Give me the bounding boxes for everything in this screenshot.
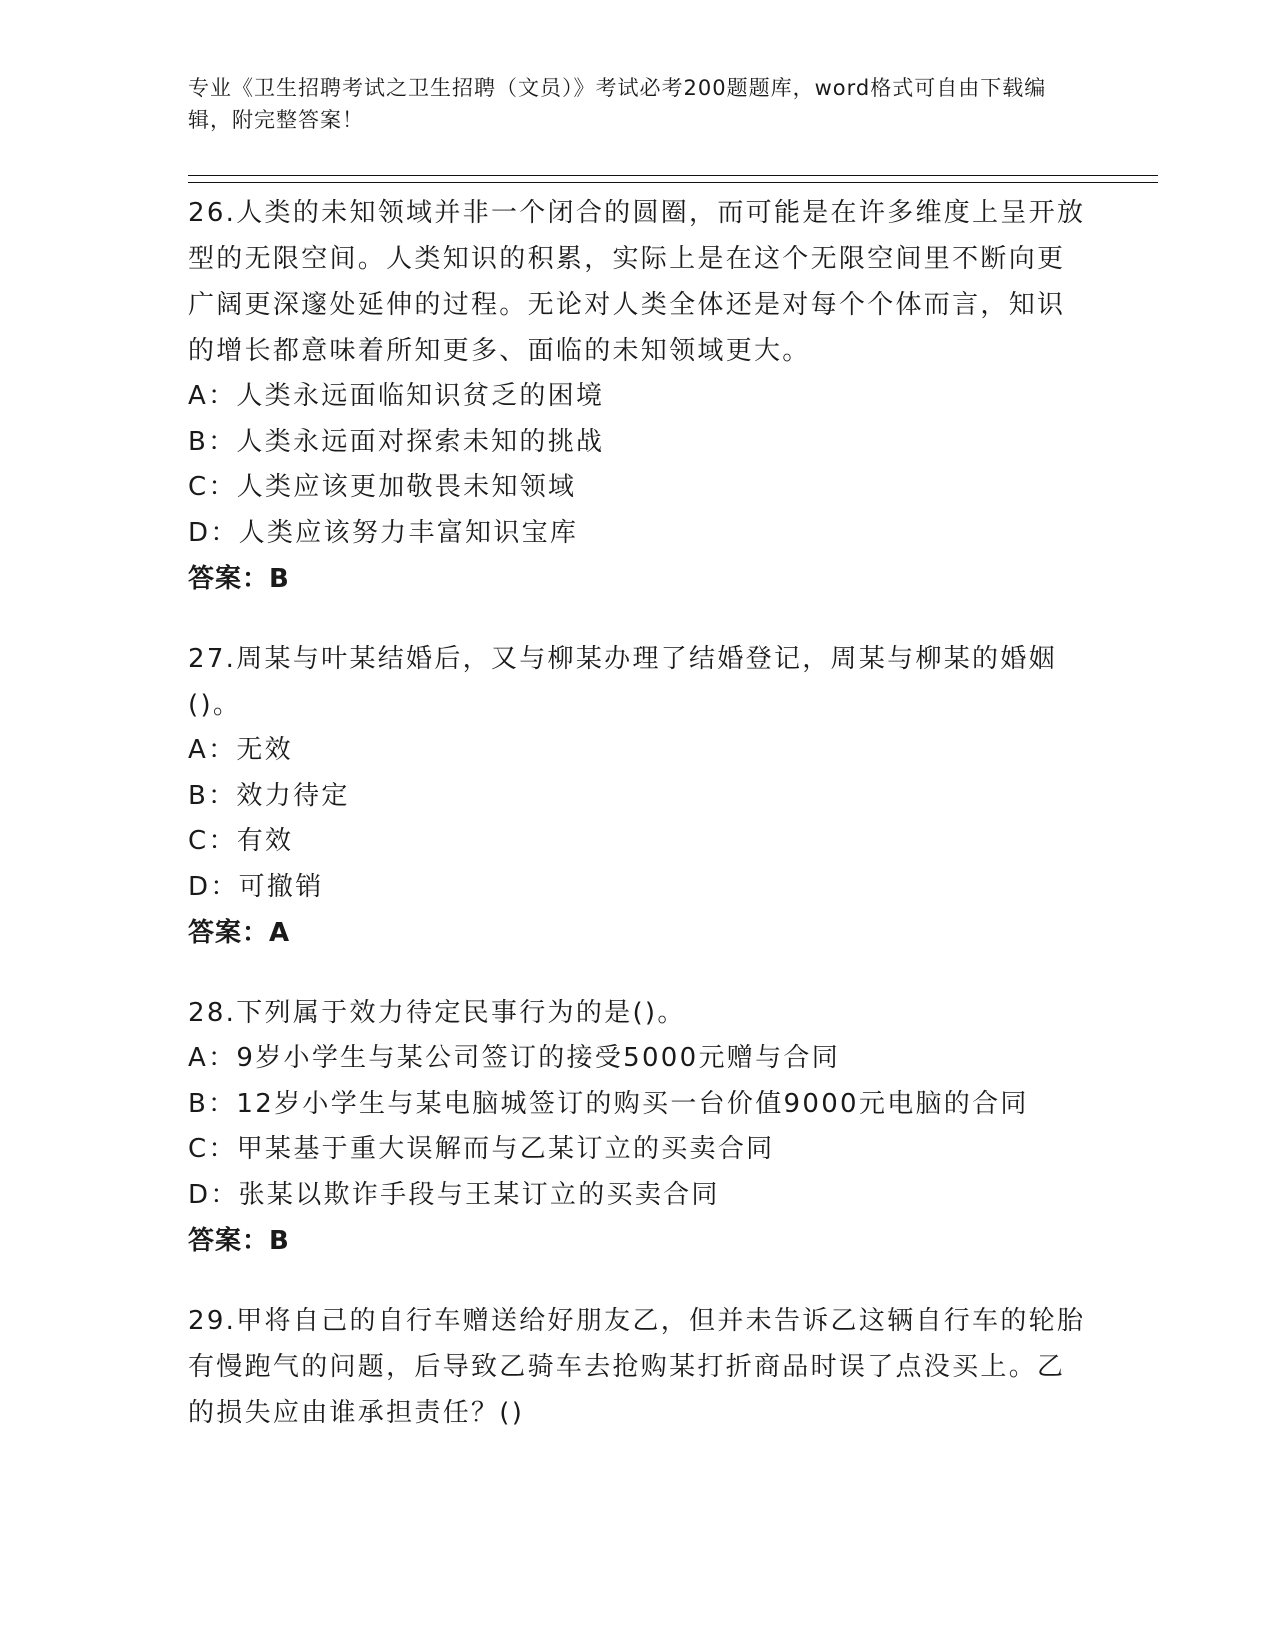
question-stem: 27.周某与叶某结婚后，又与柳某办理了结婚登记，周某与柳某的婚姻()。 (188, 644, 1057, 720)
question-28 (188, 990, 1088, 1264)
header-divider-bottom (188, 182, 1158, 183)
option-a: A：9岁小学生与某公司签订的接受5000元赠与合同 (188, 1043, 840, 1073)
option-b: B：效力待定 (188, 780, 350, 811)
option-d: D：张某以欺诈手段与王某订立的买卖合同 (188, 1179, 720, 1210)
question-stem: 26.人类的未知领域并非一个闭合的圆圈，而可能是在许多维度上呈开放型的无限空间。人类知识的积累，实际上是在这个无限空间里不断向更广阔更深邃处延伸的过程。无论对人类全体还是对每个个体而言，知识的增长都意味着所知更多、面临的未知领域更大。 (188, 198, 1086, 366)
question-stem: 28.下列属于效力待定民事行为的是()。 (188, 998, 686, 1028)
question-27 (188, 636, 1088, 956)
answer-line: 答案：A (188, 918, 291, 948)
question-29 (188, 1298, 1088, 1436)
option-b: B：12岁小学生与某电脑城签订的购买一台价值9000元电脑的合同 (188, 1088, 1029, 1119)
document-header: 专业《卫生招聘考试之卫生招聘（文员）》考试必考200题题库，word格式可自由下载编辑，附完整答案！ (188, 76, 1047, 132)
option-c: C：人类应该更加敬畏未知领域 (188, 472, 577, 502)
option-d: D：可撤销 (188, 871, 324, 902)
answer-line: 答案：B (188, 564, 290, 594)
option-a: A：无效 (188, 735, 293, 765)
question-stem: 29.甲将自己的自行车赠送给好朋友乙，但并未告诉乙这辆自行车的轮胎有慢跑气的问题，后导致乙骑车去抢购某打折商品时误了点没买上。乙的损失应由谁承担责任？() (188, 1306, 1086, 1428)
question-26 (188, 190, 1088, 602)
header-divider-top (188, 175, 1158, 176)
option-c: C：有效 (188, 826, 294, 856)
answer-line: 答案：B (188, 1226, 290, 1256)
option-d: D：人类应该努力丰富知识宝库 (188, 517, 579, 548)
option-a: A：人类永远面临知识贫乏的困境 (188, 381, 605, 411)
option-c: C：甲某基于重大误解而与乙某订立的买卖合同 (188, 1134, 775, 1164)
question-list (188, 190, 1088, 1470)
option-b: B：人类永远面对探索未知的挑战 (188, 426, 605, 457)
